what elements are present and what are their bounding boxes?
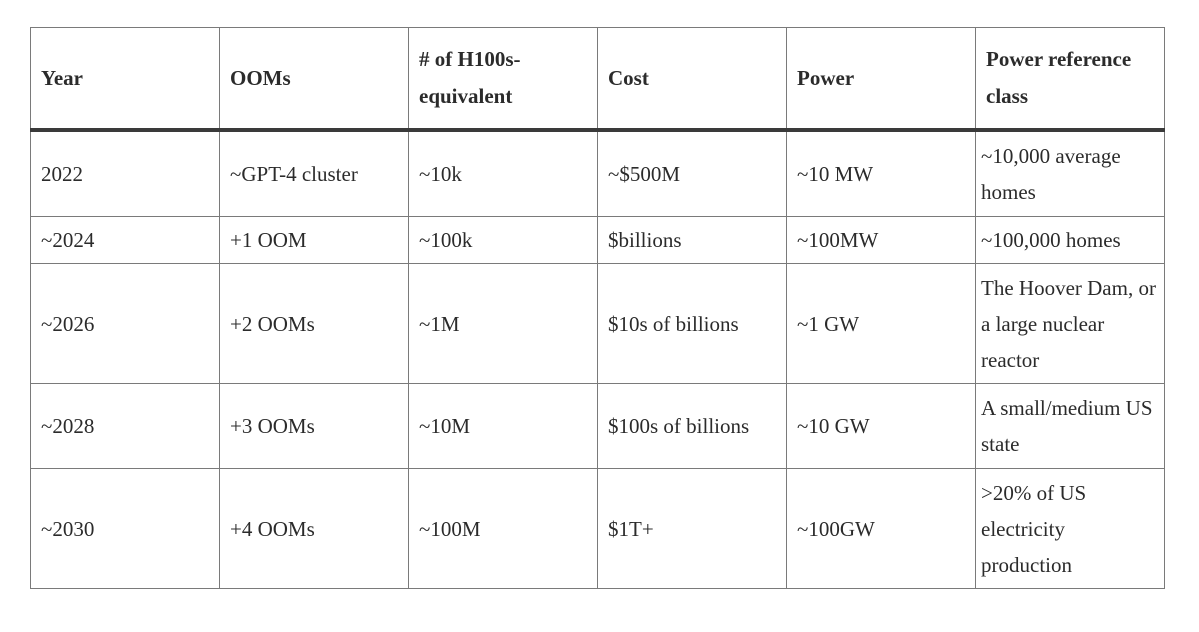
- cell-year: ~2030: [31, 469, 220, 589]
- cell-power-reference: ~100,000 homes: [976, 217, 1165, 264]
- compute-scaling-table: [30, 27, 1165, 589]
- cell-year: ~2024: [31, 217, 220, 264]
- cell-power: ~10 MW: [787, 130, 976, 217]
- cell-power: ~10 GW: [787, 384, 976, 469]
- header-power-reference-class: Power reference class: [976, 28, 1165, 131]
- cell-cost: $100s of billions: [598, 384, 787, 469]
- header-h100s-equivalent: # of H100s-equivalent: [409, 28, 598, 131]
- header-year: Year: [31, 28, 220, 131]
- cell-year: ~2028: [31, 384, 220, 469]
- header-power: Power: [787, 28, 976, 131]
- cell-cost: $billions: [598, 217, 787, 264]
- cell-power-reference: A small/medium US state: [976, 384, 1165, 469]
- cell-year: 2022: [31, 130, 220, 217]
- cell-ooms: +2 OOMs: [220, 264, 409, 384]
- cell-power: ~100GW: [787, 469, 976, 589]
- table-row: [31, 384, 1165, 469]
- cell-power-reference: The Hoover Dam, or a large nuclear reactor: [976, 264, 1165, 384]
- table-row: [31, 130, 1165, 217]
- table-header-row: [31, 28, 1165, 131]
- cell-ooms: +3 OOMs: [220, 384, 409, 469]
- cell-power: ~1 GW: [787, 264, 976, 384]
- cell-cost: $10s of billions: [598, 264, 787, 384]
- cell-h100s: ~100M: [409, 469, 598, 589]
- header-cost: Cost: [598, 28, 787, 131]
- cell-power: ~100MW: [787, 217, 976, 264]
- cell-h100s: ~10k: [409, 130, 598, 217]
- table-row: [31, 264, 1165, 384]
- cell-ooms: +1 OOM: [220, 217, 409, 264]
- cell-h100s: ~100k: [409, 217, 598, 264]
- table-row: [31, 217, 1165, 264]
- header-ooms: OOMs: [220, 28, 409, 131]
- cell-h100s: ~10M: [409, 384, 598, 469]
- cell-cost: $1T+: [598, 469, 787, 589]
- cell-ooms: +4 OOMs: [220, 469, 409, 589]
- cell-ooms: ~GPT-4 cluster: [220, 130, 409, 217]
- cell-power-reference: ~10,000 average homes: [976, 130, 1165, 217]
- table-row: [31, 469, 1165, 589]
- cell-cost: ~$500M: [598, 130, 787, 217]
- cell-h100s: ~1M: [409, 264, 598, 384]
- cell-year: ~2026: [31, 264, 220, 384]
- cell-power-reference: >20% of US electricity production: [976, 469, 1165, 589]
